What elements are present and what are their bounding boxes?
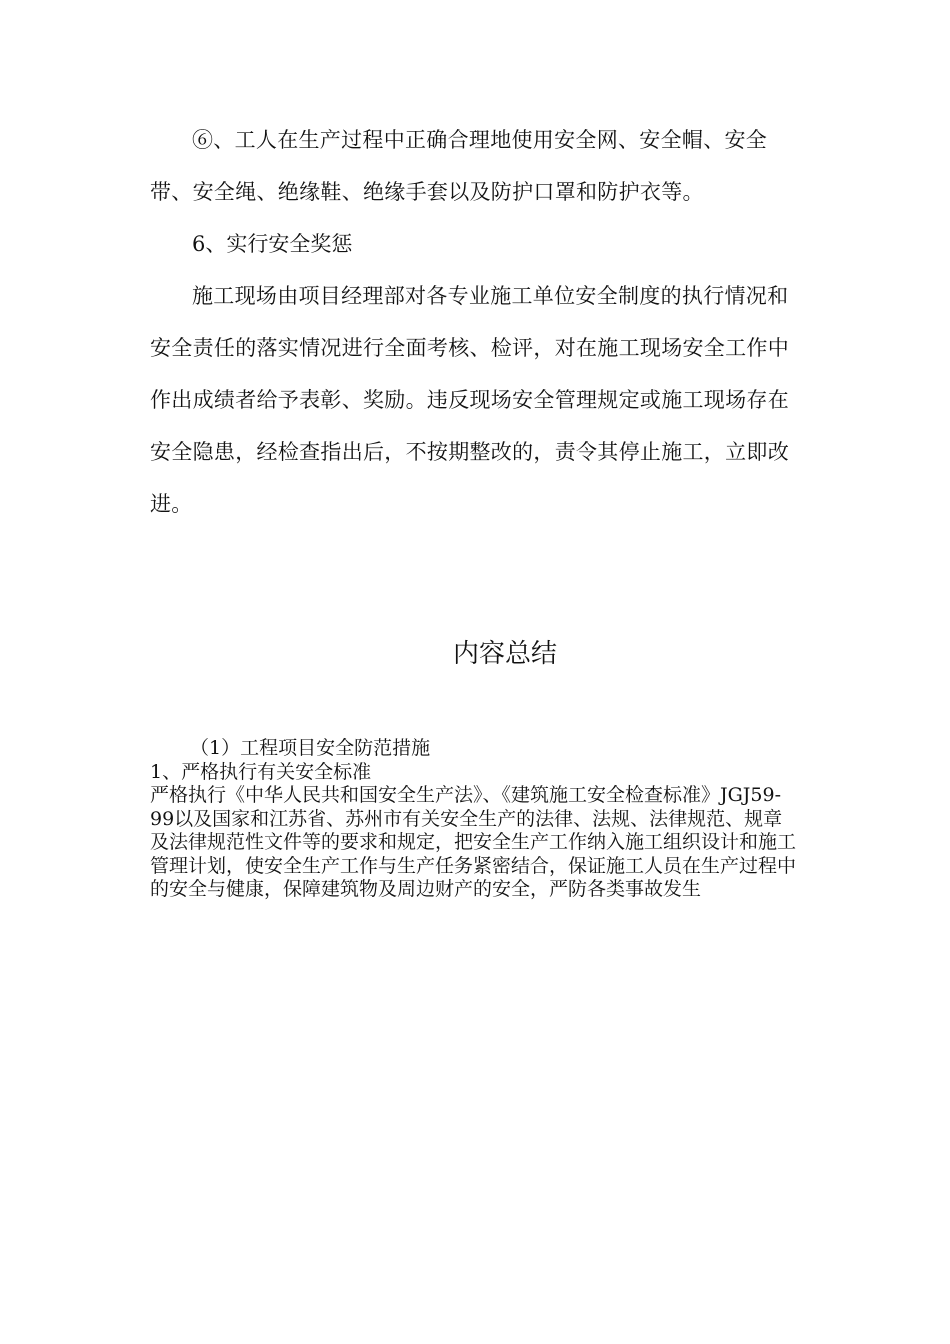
- summary-item-standards: 1、严格执行有关安全标准: [150, 760, 372, 783]
- summary-paragraph: 严格执行《中华人民共和国安全生产法》、《建筑施工安全检查标准》JGJ59-99以及国家和江苏省、苏州市有关安全生产的法律、法规、法律规范、规章及法律规范性文件等的要求和规定，把安全生产工作纳入施工组织设计和施工管理计划，使安全生产工作与生产任务紧密结合，保证施工人员在生产过程中的安全与健康，保障建筑物及周边财产的安全，严防各类事故发生: [150, 784, 797, 900]
- summary-title: 内容总结: [452, 639, 557, 669]
- section-heading-rewards: 6、实行安全奖惩: [192, 232, 353, 256]
- body-text-block: [150, 114, 800, 530]
- paragraph-rewards-penalties: 施工现场由项目经理部对各专业施工单位安全制度的执行情况和安全责任的落实情况进行全面考核、检评，对在施工现场安全工作中作出成绩者给予表彰、奖励。违反现场安全管理规定或施工现场存在安全隐患，经检查指出后，不按期整改的，责令其停止施工，立即改进。: [150, 284, 789, 516]
- paragraph-ppe-usage: ⑥、工人在生产过程中正确合理地使用安全网、安全帽、安全带、安全绳、绝缘鞋、绝缘手套以及防护口罩和防护衣等。: [150, 128, 768, 204]
- summary-block: [150, 737, 800, 902]
- summary-item-measures: （1）工程项目安全防范措施: [190, 737, 431, 759]
